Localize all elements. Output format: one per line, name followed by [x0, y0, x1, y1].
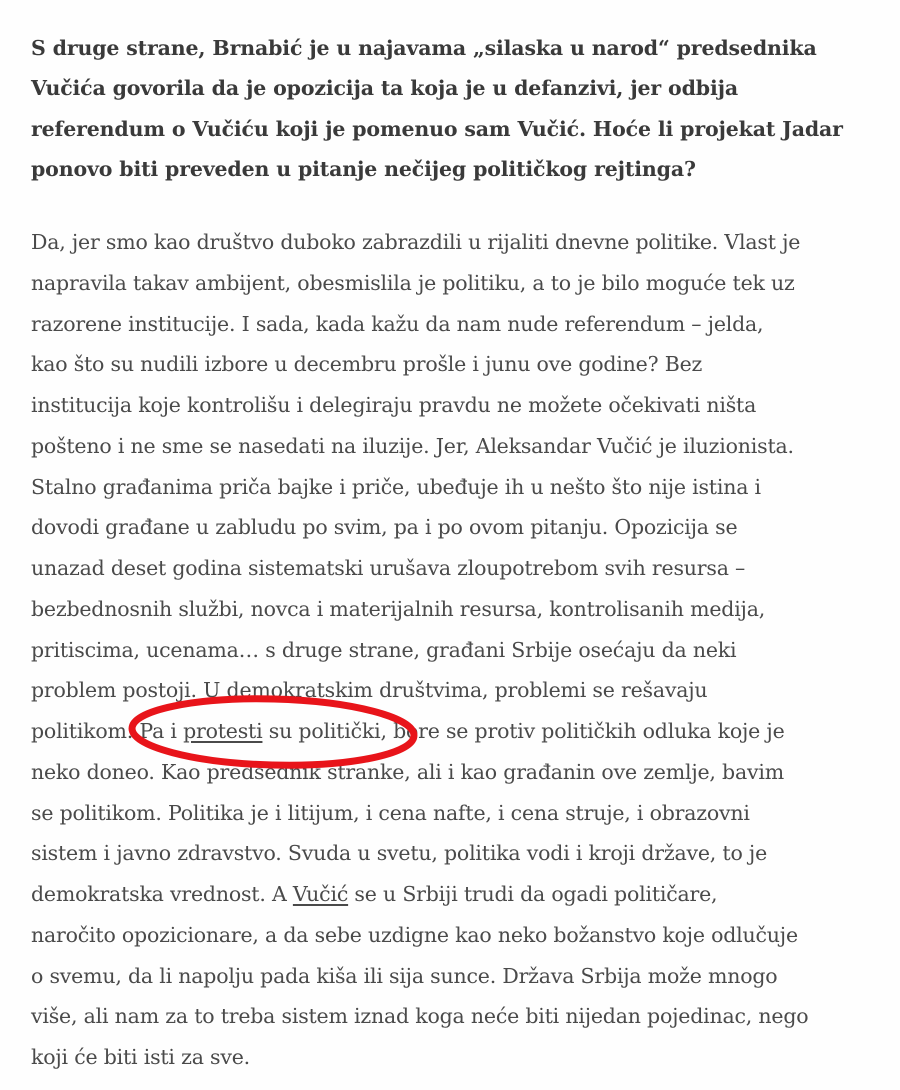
answer-line: Stalno građanima priča bajke i priče, ubeđuje ih u nešto što nije istina i — [31, 474, 761, 499]
answer-line: Da, jer smo kao društvo duboko zabrazdili u rijaliti dnevne politike. Vlast je — [31, 230, 801, 254]
answer-line: neko doneo. Kao predsednik stranke, ali i kao građanin ove zemlje, bavim — [31, 759, 784, 784]
answer-line: bezbednosnih službi, novca i materijalnih resursa, kontrolisanih medija, — [31, 596, 766, 621]
question-line: ponovo biti preveden u pitanje nečijeg političkog rejtinga? — [31, 156, 696, 181]
answer-text: su politički, bore se protiv političkih odluka koje je — [262, 719, 785, 743]
interview-answer — [31, 222, 808, 1078]
answer-line: unazad deset godina sistematski urušava zloupotrebom svih resursa – — [31, 556, 746, 580]
answer-line-with-link — [31, 711, 808, 752]
answer-line: o svemu, da li napolju pada kiša ili sija sunce. Država Srbija može mnogo — [31, 963, 778, 988]
answer-line: sistem i javno zdravstvo. Svuda u svetu, politika vodi i kroji države, to je — [31, 841, 768, 866]
answer-text: politikom. Pa i — [31, 719, 184, 743]
answer-line: problem postoji. U demokratskim društvima, problemi se rešavaju — [31, 678, 708, 703]
answer-line-with-link — [31, 874, 808, 915]
protesti-link[interactable]: protesti — [183, 719, 263, 743]
answer-text: se u Srbiji trudi da ogadi političare, — [348, 882, 718, 906]
answer-line: se politikom. Politika je i litijum, i cena nafte, i cena struje, i obrazovni — [31, 800, 750, 825]
answer-line: napravila takav ambijent, obesmislila je politiku, a to je bilo moguće tek uz — [31, 270, 795, 295]
question-line: S druge strane, Brnabić je u najavama „silaska u narod“ predsednika — [31, 36, 817, 60]
question-line: Vučića govorila da je opozicija ta koja je u defanzivi, jer odbija — [31, 76, 738, 101]
answer-line: više, ali nam za to treba sistem iznad koga neće biti nijedan pojedinac, nego — [31, 1004, 809, 1029]
answer-line: naročito opozicionare, a da sebe uzdigne kao neko božanstvo koje odlučuje — [31, 922, 798, 947]
answer-line: institucija koje kontrolišu i delegiraju pravdu ne možete očekivati ništa — [31, 393, 757, 417]
answer-line: pritiscima, ucenama… s druge strane, građani Srbije osećaju da neki — [31, 637, 737, 662]
question-line: referendum o Vučiću koji je pomenuo sam Vučić. Hoće li projekat Jadar — [31, 116, 843, 141]
answer-text: demokratska vrednost. A — [31, 882, 293, 906]
interview-question — [31, 28, 843, 189]
answer-line: koji će biti isti za sve. — [31, 1045, 250, 1069]
answer-line: kao što su nudili izbore u decembru prošle i junu ove godine? Bez — [31, 352, 703, 377]
answer-line: pošteno i ne sme se nasedati na iluzije. Jer, Aleksandar Vučić je iluzionista. — [31, 433, 794, 458]
vucic-link[interactable]: Vučić — [292, 882, 349, 906]
answer-line: razorene institucije. I sada, kada kažu da nam nude referendum – jelda, — [31, 311, 764, 336]
answer-line: dovodi građane u zabludu po svim, pa i po ovom pitanju. Opozicija se — [31, 515, 738, 540]
